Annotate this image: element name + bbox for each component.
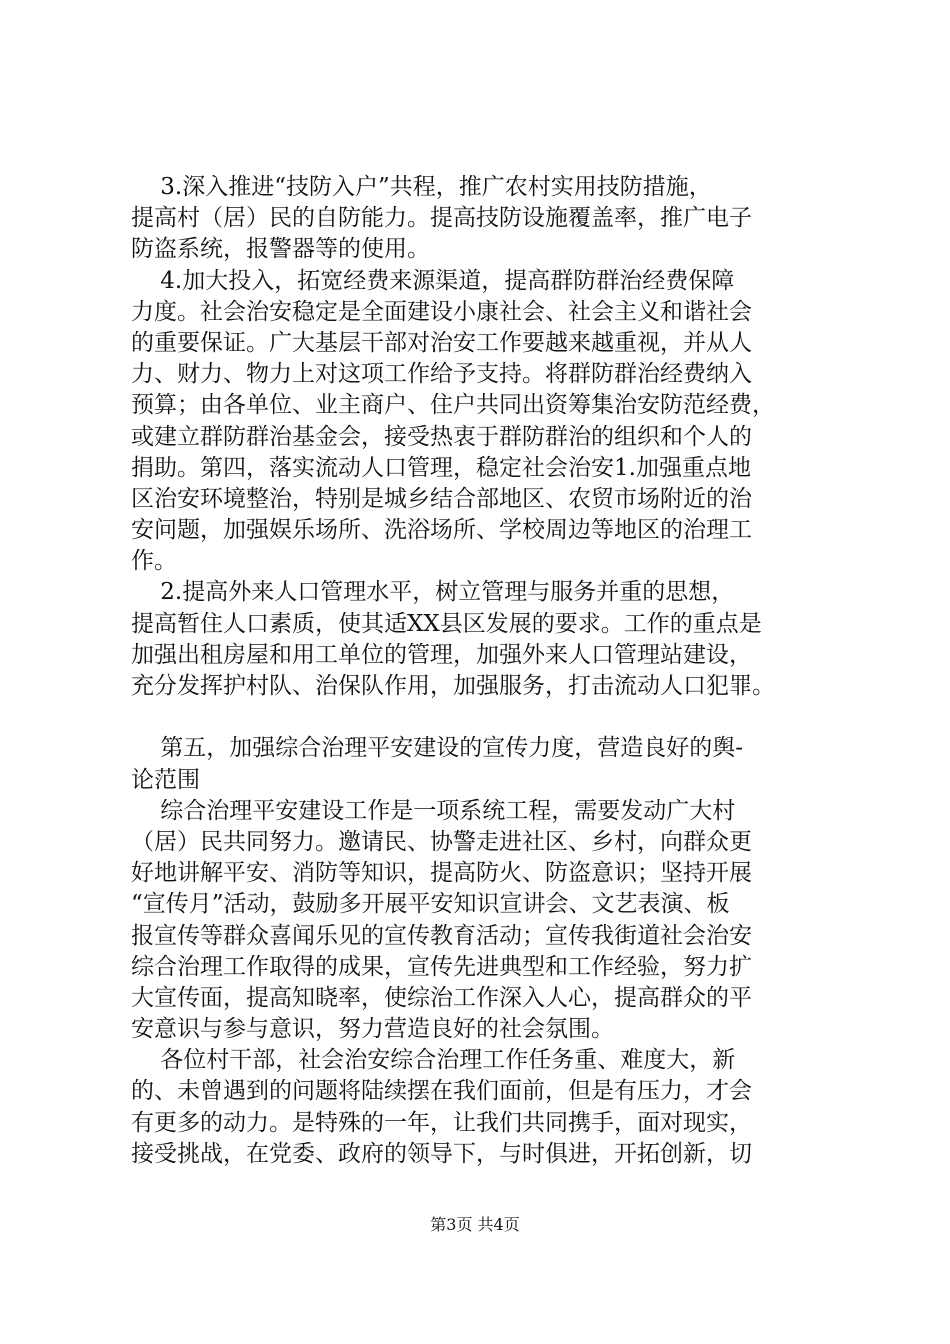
text-line: 提高村（居）民的自防能力。提高技防设施覆盖率，推广电子 xyxy=(131,205,752,232)
text-line: 报宣传等群众喜闻乐见的宣传教育活动；宣传我街道社会治安 xyxy=(131,922,752,949)
paragraph-publicity xyxy=(131,796,831,1046)
text-line: 论范围 xyxy=(131,766,200,793)
text-line: 的、未曾遇到的问题将陆续摆在我们面前，但是有压力，才会 xyxy=(131,1078,752,1105)
text-line: 各位村干部，社会治安综合治理工作任务重、难度大，新 xyxy=(131,1047,736,1074)
text-line: 力、财力、物力上对这项工作给予支持。将群防群治经费纳入 xyxy=(131,361,752,388)
text-line: 防盗系统，报警器等的使用。 xyxy=(131,236,430,263)
text-line: 3.深入推进“技防入户”共程，推广农村实用技防措施， xyxy=(131,174,712,200)
text-line: 第五，加强综合治理平安建设的宣传力度，营造良好的舆- xyxy=(131,735,744,762)
text-line: 力度。社会治安稳定是全面建设小康社会、社会主义和谐社会 xyxy=(131,298,752,325)
text-line: 或建立群防群治基金会，接受热衷于群防群治的组织和个人的 xyxy=(131,423,752,450)
text-line: 4.加大投入，拓宽经费来源渠道，提高群防群治经费保障 xyxy=(131,267,735,294)
text-line: 安问题，加强娱乐场所、洗浴场所、学校周边等地区的治理工 xyxy=(131,517,752,544)
paragraph-migrant-management xyxy=(131,577,831,702)
text-line: 提高暂住人口素质，使其适XX县区发展的要求。工作的重点是 xyxy=(131,610,762,637)
text-line: 的重要保证。广大基层干部对治安工作要越来越重视，并从人 xyxy=(131,329,752,356)
text-line: 好地讲解平安、消防等知识，提高防火、防盗意识；坚持开展 xyxy=(131,860,752,887)
text-line: 综合治理工作取得的成果，宣传先进典型和工作经验，努力扩 xyxy=(131,953,752,980)
text-line: 2.提高外来人口管理水平，树立管理与服务并重的思想， xyxy=(131,579,735,606)
text-line: 综合治理平安建设工作是一项系统工程，需要发动广大村 xyxy=(131,797,736,824)
text-line: 大宣传面，提高知晓率，使综治工作深入人心，提高群众的平 xyxy=(131,984,752,1011)
text-line: 加强出租房屋和用工单位的管理，加强外来人口管理站建设， xyxy=(131,641,752,668)
paragraph-spacer xyxy=(131,702,831,733)
paragraph-closing xyxy=(131,1045,831,1170)
text-line: 充分发挥护村队、治保队作用，加强服务，打击流动人口犯罪。 xyxy=(131,673,775,699)
document-body xyxy=(131,172,831,1170)
section-heading-fifth xyxy=(131,733,831,795)
page-number: 第3页 共4页 xyxy=(430,1215,520,1234)
text-line: 作。 xyxy=(131,548,177,575)
text-line: 安意识与参与意识，努力营造良好的社会氛围。 xyxy=(131,1016,614,1043)
text-line: 有更多的动力。是特殊的一年，让我们共同携手，面对现实， xyxy=(131,1109,752,1136)
text-line: 区治安环境整治，特别是城乡结合部地区、农贸市场附近的治 xyxy=(131,485,752,512)
page-footer xyxy=(0,1212,950,1235)
text-line: 捐助。第四，落实流动人口管理，稳定社会治安1.加强重点地 xyxy=(131,454,751,481)
text-line: 接受挑战，在党委、政府的领导下，与时俱进，开拓创新，切 xyxy=(131,1140,752,1167)
text-line: 预算；由各单位、业主商户、住户共同出资筹集治安防范经费， xyxy=(131,392,775,419)
text-line: （居）民共同努力。邀请民、协警走进社区、乡村，向群众更 xyxy=(131,828,752,855)
paragraph-tech-prevention xyxy=(131,172,831,266)
text-line: “宣传月”活动，鼓励多开展平安知识宣讲会、文艺表演、板 xyxy=(131,891,730,918)
paragraph-funding xyxy=(131,266,831,578)
